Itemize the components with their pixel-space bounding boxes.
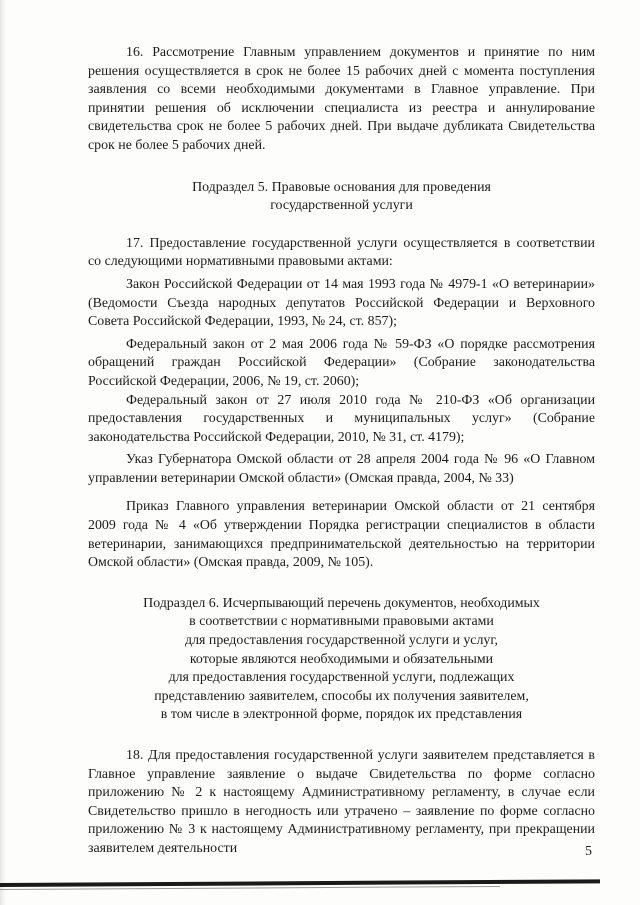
section-5-heading-line: государственной услуги	[270, 198, 413, 214]
section-6-heading-line: для предоставления государственной услуги, подлежащих	[168, 670, 515, 686]
law-item-appeals: Федеральный закон от 2 мая 2006 года № 59-ФЗ «О порядке рассмотрения обращений граждан Российской Федерации» (Собрание законодательства Российской Федерации, 2006, № 19, ст. 2060);	[88, 336, 595, 389]
document-body	[88, 44, 595, 859]
section-6-heading-line: в соответствии с нормативными правовыми актами	[189, 614, 494, 630]
scan-bottom-edge	[0, 879, 600, 887]
section-6-heading-line: для предоставления государственной услуги и услуг,	[185, 633, 498, 649]
section-6-heading-line: представлению заявителем, способы их получения заявителем,	[154, 688, 529, 704]
section-5-heading-line: Подраздел 5. Правовые основания для проведения	[192, 179, 491, 195]
section-6-heading-line: которые являются необходимыми и обязательными	[189, 651, 494, 667]
section-6-heading-line: Подраздел 6. Исчерпывающий перечень документов, необходимых	[143, 595, 540, 611]
paragraph-18: 18. Для предоставления государственной услуги заявителем представляется в Главное управление заявление о выдаче Свидетельства по форме согласно приложению № 2 к настоящему Административному регламенту, в случае если Свидетельство пришло в негодность или утрачено – заявление по форме согласно приложению № 3 к настоящему Административному регламенту, при прекращении заявителем деятельности	[88, 748, 595, 856]
law-item-governor-decree: Указ Губернатора Омской области от 28 апреля 2004 года № 96 «О Главном управлении ветеринарии Омской области» (Омская правда, 2004, № 33)	[88, 452, 595, 486]
scan-edge-shadow	[0, 0, 6, 905]
law-item-public-services: Федеральный закон от 27 июля 2010 года № 210-ФЗ «Об организации предоставления государственных и муниципальных услуг» (Собрание законодательства Российской Федерации, 2010, № 31, ст. 4179);	[88, 392, 595, 445]
law-item-veterinary: Закон Российской Федерации от 14 мая 1993 года № 4979-1 «О ветеринарии» (Ведомости Съезда народных депутатов Российской Федерации и Верховного Совета Российской Федерации, 1993, № 24, ст. 857);	[88, 276, 595, 330]
paragraph-17: 17. Предоставление государственной услуги осуществляется в соответствии со следующими нормативными правовыми актами:	[88, 235, 595, 270]
scan-bottom-edge-shadow	[0, 886, 500, 890]
paragraph-16: 16. Рассмотрение Главным управлением документов и принятие по ним решения осуществляется в срок не более 15 рабочих дней с момента поступления заявления со всеми необходимыми документами в Главное управление. При принятии решения об исключении специалиста из реестра и аннулирование свидетельства срок не более 5 рабочих дней. При выдаче дубликата Свидетельства срок не более 5 рабочих дней.	[88, 45, 595, 153]
section-6-heading-line: в том числе в электронной форме, порядок их представления	[160, 707, 523, 723]
law-item-order: Приказ Главного управления ветеринарии Омской области от 21 сентября 2009 года № 4 «Об утверждении Порядка регистрации специалистов в области ветеринарии, занимающихся предпринимательской деятельностью на территории Омской области» (Омская правда, 2009, № 105).	[88, 499, 595, 571]
section-6-heading	[88, 595, 595, 725]
section-5-heading	[88, 179, 595, 216]
page-number: 5	[585, 844, 592, 859]
